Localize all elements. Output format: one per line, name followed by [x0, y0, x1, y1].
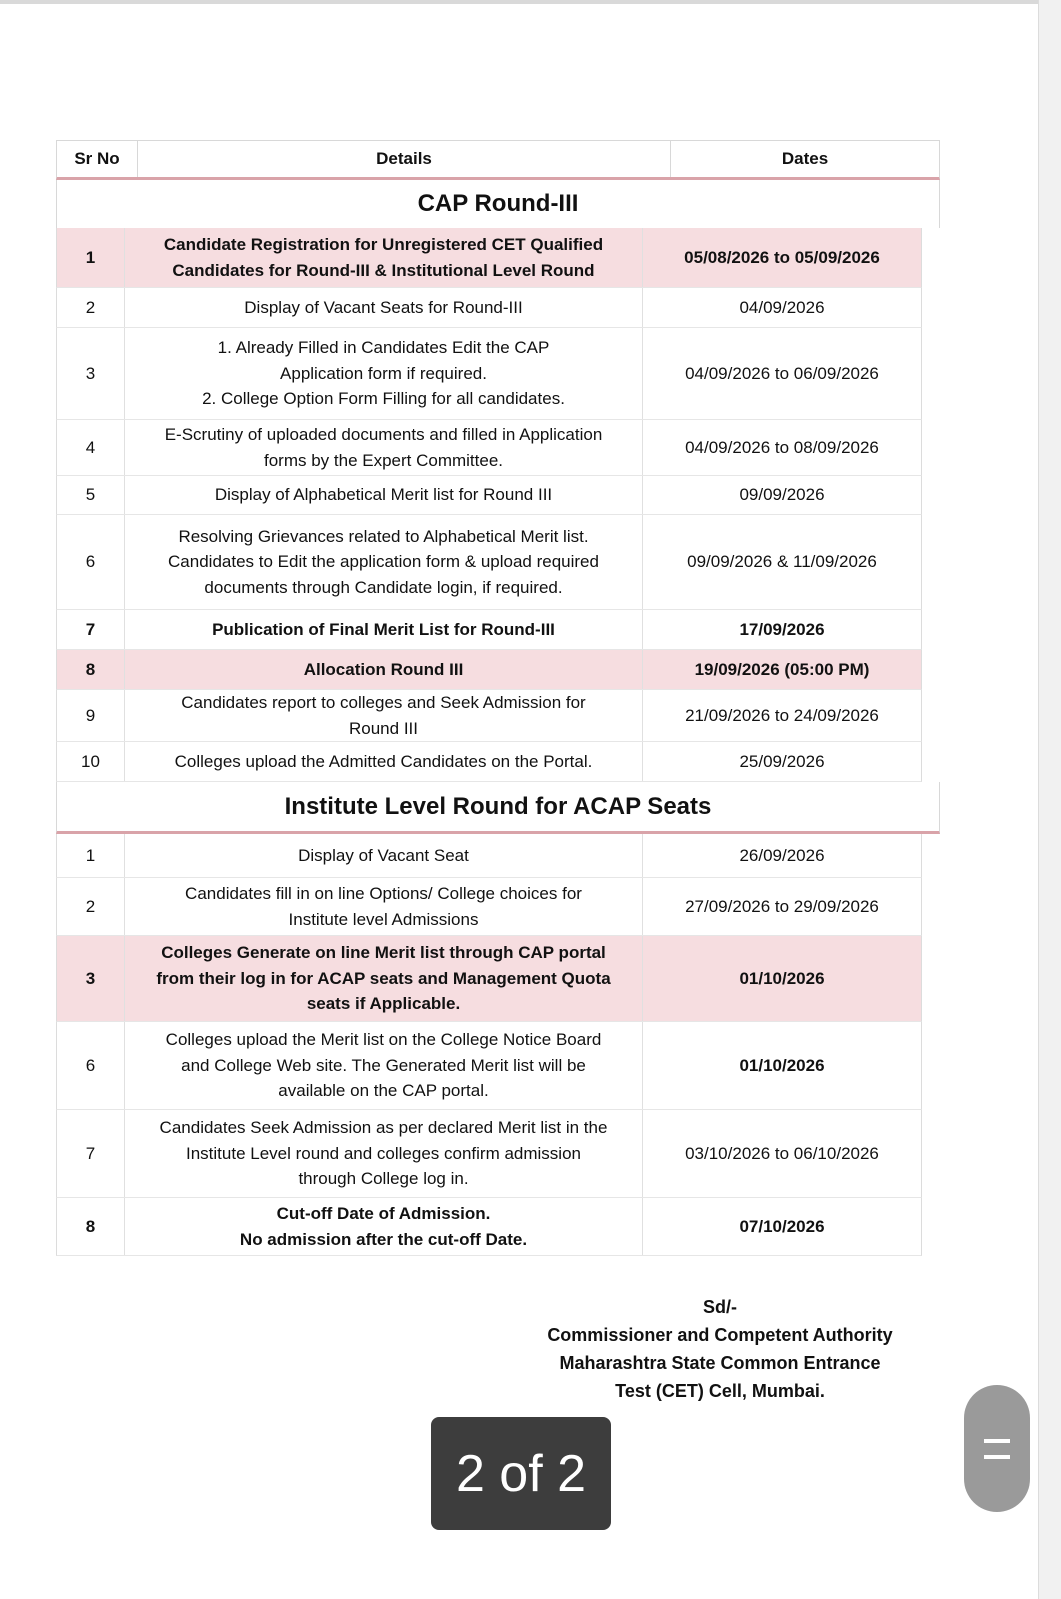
header-details: Details — [138, 141, 671, 177]
detail-line: Candidates report to colleges and Seek Admission for — [181, 693, 586, 712]
table-row — [56, 476, 922, 515]
row-details — [125, 1022, 643, 1109]
top-divider — [0, 0, 1061, 4]
detail-line: Candidates to Edit the application form & upload required — [168, 552, 599, 572]
header-sr-no: Sr No — [57, 141, 138, 177]
section-title-cap-round-3: CAP Round-III — [56, 180, 940, 228]
detail-line: and College Web site. The Generated Merit list will be — [181, 1055, 586, 1075]
row-sr: 4 — [57, 420, 125, 475]
row-sr: 8 — [57, 650, 125, 689]
row-date: 26/09/2026 — [739, 845, 825, 865]
detail-line: No admission after the cut-off Date. — [239, 1229, 528, 1249]
row-details — [125, 878, 643, 935]
detail-line: forms by the Expert Committee. — [263, 450, 504, 470]
row-sr: 9 — [57, 690, 125, 741]
row-details — [125, 650, 643, 689]
row-date: 03/10/2026 to 06/10/2026 — [685, 1143, 879, 1163]
row-date: 21/09/2026 to 24/09/2026 — [685, 705, 879, 725]
detail-line: Publication of Final Merit List for Round-III — [212, 619, 555, 639]
table-row — [56, 1110, 922, 1198]
row-details — [125, 690, 643, 741]
table-row — [56, 288, 922, 328]
table-row — [56, 1198, 922, 1256]
detail-line: 1. Already Filled in Candidates Edit the CAP — [217, 338, 550, 358]
detail-line: Display of Vacant Seat — [298, 845, 469, 865]
row-date: 09/09/2026 & 11/09/2026 — [687, 552, 877, 572]
table-row — [56, 936, 922, 1022]
row-date: 19/09/2026 (05:00 PM) — [694, 659, 870, 679]
row-details — [125, 288, 643, 327]
table-row — [56, 834, 922, 878]
table-row — [56, 742, 922, 782]
row-date: 27/09/2026 to 29/09/2026 — [685, 896, 879, 916]
row-date: 01/10/2026 — [739, 968, 825, 988]
detail-line: through College log in. — [298, 1169, 469, 1189]
row-details — [125, 228, 643, 287]
section-title-institute-level: Institute Level Round for ACAP Seats — [56, 782, 940, 834]
row-date: 04/09/2026 to 08/09/2026 — [685, 437, 879, 457]
schedule-table — [56, 140, 940, 1256]
detail-line: available on the CAP portal. — [278, 1081, 489, 1101]
row-date: 07/10/2026 — [739, 1216, 825, 1236]
detail-line: Candidates Seek Admission as per declared Merit list in the — [159, 1118, 608, 1138]
detail-line: seats if Applicable. — [306, 994, 461, 1014]
row-details — [125, 515, 643, 609]
table-row — [56, 515, 922, 610]
detail-line: Institute Level round and colleges confirm admission — [186, 1143, 581, 1163]
row-sr: 10 — [57, 742, 125, 781]
row-details — [125, 936, 643, 1021]
row-details — [125, 1198, 643, 1255]
signature-block — [520, 1293, 920, 1405]
viewer-right-edge — [1038, 0, 1061, 1599]
row-date: 05/08/2026 to 05/09/2026 — [684, 247, 880, 267]
row-details — [125, 328, 643, 419]
page-indicator: 2 of 2 — [431, 1417, 611, 1530]
detail-line: Colleges upload the Merit list on the College Notice Board — [165, 1030, 602, 1050]
row-sr: 6 — [57, 1022, 125, 1109]
detail-line: Candidate Registration for Unregistered CET Qualified — [163, 235, 604, 254]
row-details — [125, 742, 643, 781]
row-sr: 3 — [57, 936, 125, 1021]
table-row — [56, 610, 922, 650]
header-dates: Dates — [781, 149, 829, 168]
row-details — [125, 420, 643, 475]
table-row — [56, 420, 922, 476]
row-details — [125, 610, 643, 649]
row-date: 01/10/2026 — [739, 1055, 825, 1075]
detail-line: Colleges Generate on line Merit list through CAP portal — [161, 943, 606, 963]
detail-line: 2. College Option Form Filling for all candidates. — [202, 389, 565, 409]
scroll-handle[interactable] — [964, 1385, 1030, 1512]
row-sr: 1 — [57, 228, 125, 287]
row-sr: 3 — [57, 328, 125, 419]
row-date: 25/09/2026 — [739, 751, 825, 771]
detail-line: Display of Alphabetical Merit list for Round III — [214, 485, 553, 505]
table-row — [56, 328, 922, 420]
detail-line: Application form if required. — [280, 363, 487, 383]
row-date: 09/09/2026 — [739, 485, 825, 505]
table-row — [56, 690, 922, 742]
table-row — [56, 878, 922, 936]
detail-line: Candidates fill in on line Options/ College choices for — [185, 884, 582, 903]
row-sr: 5 — [57, 476, 125, 514]
detail-line: documents through Candidate login, if required. — [204, 577, 563, 597]
row-sr: 1 — [57, 834, 125, 877]
row-details — [125, 476, 643, 514]
signature-line: Maharashtra State Common Entrance — [559, 1353, 881, 1373]
detail-line: from their log in for ACAP seats and Management Quota — [156, 968, 611, 988]
detail-line: Resolving Grievances related to Alphabetical Merit list. — [178, 526, 589, 546]
detail-line: E-Scrutiny of uploaded documents and filled in Application — [164, 425, 603, 444]
row-sr: 7 — [57, 610, 125, 649]
table-row — [56, 228, 922, 288]
detail-line: Colleges upload the Admitted Candidates on the Portal. — [174, 751, 593, 771]
detail-line: Display of Vacant Seats for Round-III — [244, 297, 523, 317]
drag-handle-icon — [984, 1439, 1010, 1459]
signature-line: Sd/- — [703, 1297, 737, 1317]
signature-line: Commissioner and Competent Authority — [547, 1325, 893, 1345]
row-details — [125, 834, 643, 877]
row-sr: 8 — [57, 1198, 125, 1255]
detail-line: Round III — [349, 718, 418, 738]
table-header — [56, 140, 940, 180]
detail-line: Allocation Round III — [303, 659, 464, 679]
table-row — [56, 1022, 922, 1110]
row-date: 17/09/2026 — [739, 619, 825, 639]
row-date: 04/09/2026 — [739, 297, 825, 317]
table-row — [56, 650, 922, 690]
row-sr: 6 — [57, 515, 125, 609]
row-date: 04/09/2026 to 06/09/2026 — [685, 363, 879, 383]
detail-line: Institute level Admissions — [288, 909, 479, 929]
signature-line: Test (CET) Cell, Mumbai. — [615, 1381, 825, 1401]
row-details — [125, 1110, 643, 1197]
detail-line: Cut-off Date of Admission. — [276, 1204, 491, 1223]
row-sr: 2 — [57, 878, 125, 935]
row-sr: 2 — [57, 288, 125, 327]
row-sr: 7 — [57, 1110, 125, 1197]
detail-line: Candidates for Round-III & Institutional Level Round — [172, 260, 595, 280]
